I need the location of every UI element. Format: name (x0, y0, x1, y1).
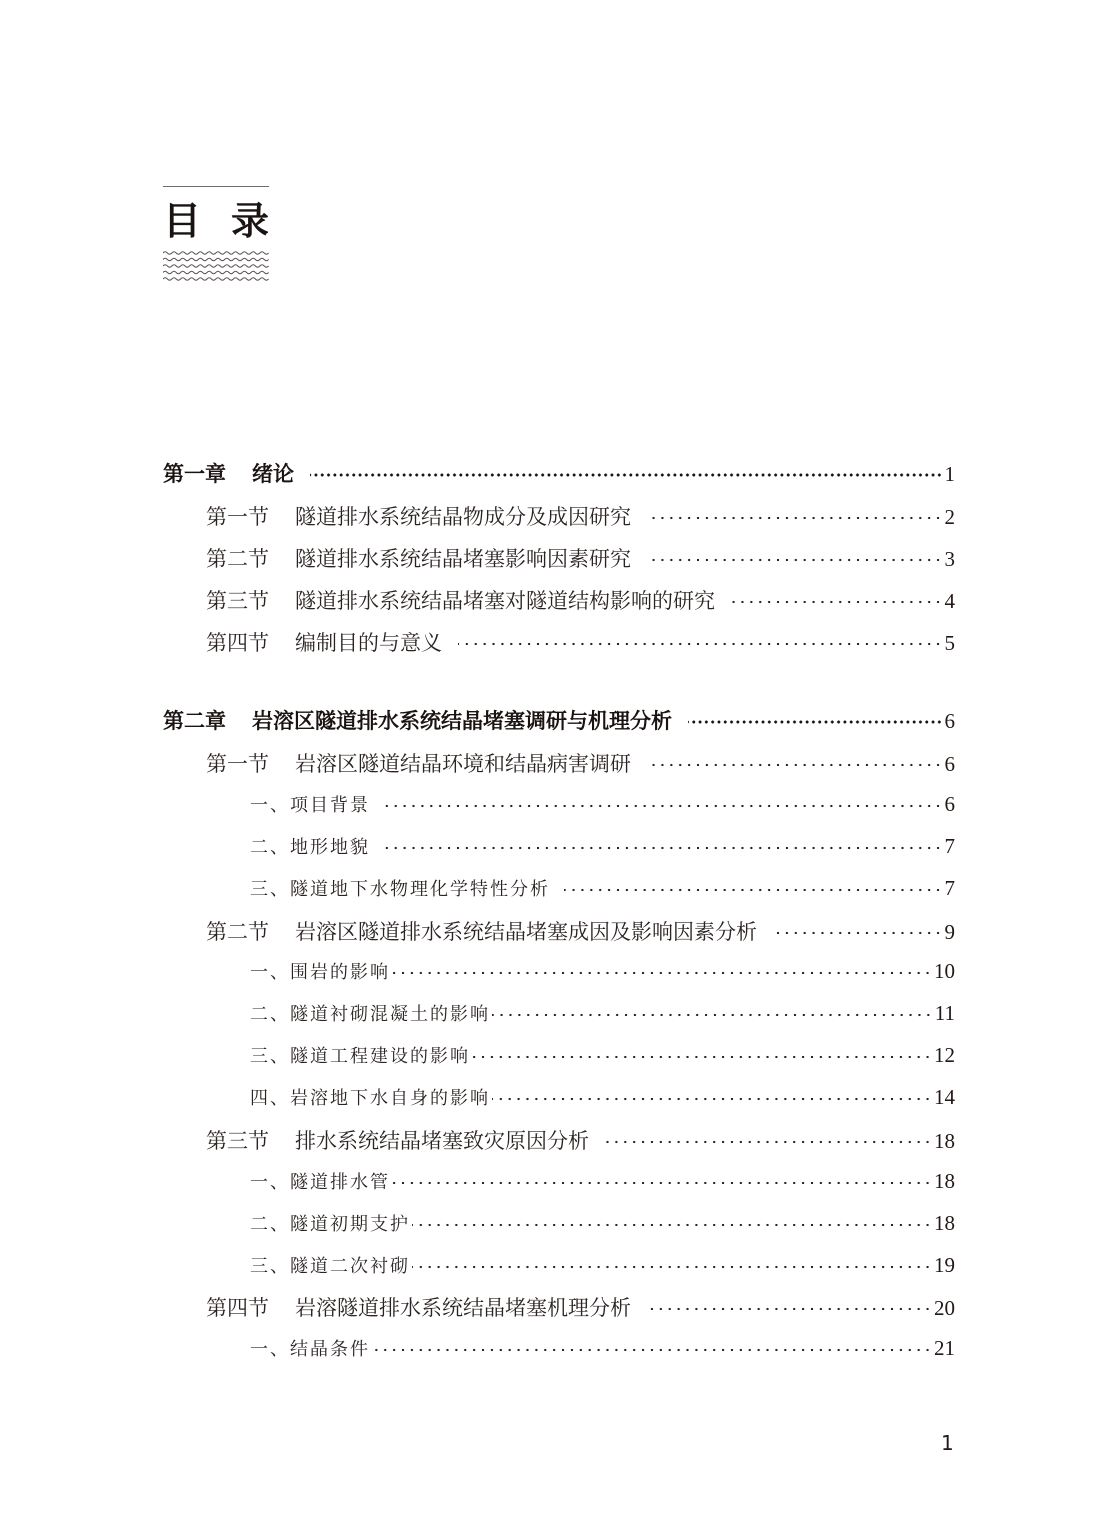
toc-entry-page: 7 (944, 876, 955, 900)
toc-entry-title: 隧道排水系统结晶堵塞对隧道结构影响的研究 (295, 589, 715, 613)
dot-leader (773, 930, 943, 936)
toc-entry-title: 编制目的与意义 (295, 631, 442, 655)
toc-entry-title: 一、结晶条件 (250, 1339, 370, 1360)
toc-entry-title: 三、隧道地下水物理化学特性分析 (250, 879, 550, 900)
dot-leader (731, 599, 943, 605)
toc-entry-item[interactable] (250, 1252, 955, 1278)
toc-entry-number: 第一章 (163, 462, 226, 486)
toc-entry-page: 7 (944, 834, 955, 858)
toc-entry-page: 6 (944, 709, 955, 733)
title-char-1: 目 (163, 199, 202, 243)
toc-entry-page: 3 (944, 547, 955, 571)
toc-entry-page: 21 (934, 1336, 955, 1360)
toc-entry-page: 18 (934, 1211, 955, 1235)
toc-entry-page: 18 (934, 1129, 955, 1153)
toc-entry-item[interactable] (250, 1042, 955, 1068)
toc-entry-number: 第四节 (206, 1296, 269, 1320)
dot-leader (472, 1054, 932, 1060)
toc-entry-number: 第二节 (206, 547, 269, 571)
dot-leader (458, 641, 943, 647)
toc-entry-page: 5 (944, 631, 955, 655)
toc-entry-title: 一、隧道排水管 (250, 1172, 390, 1193)
toc-entry-number: 第一节 (206, 752, 269, 776)
toc-entry-section[interactable] (206, 543, 955, 573)
title-top-rule (163, 186, 269, 187)
toc-entry-number: 第二章 (163, 709, 226, 733)
dot-leader (412, 1222, 932, 1228)
toc-entry-title: 隧道排水系统结晶堵塞影响因素研究 (295, 547, 631, 571)
dot-leader (647, 762, 943, 768)
toc-entry-number: 第二节 (206, 920, 269, 944)
dot-leader (564, 887, 943, 893)
toc-entry-section[interactable] (206, 1292, 955, 1322)
toc-entry-page: 9 (944, 920, 955, 944)
dot-leader (647, 1306, 932, 1312)
toc-entry-title: 绪论 (252, 462, 294, 486)
toc-entry-title: 岩溶隧道排水系统结晶堵塞机理分析 (295, 1296, 631, 1320)
toc-entry-title: 排水系统结晶堵塞致灾原因分析 (295, 1129, 589, 1153)
toc-entry-title: 岩溶区隧道排水系统结晶堵塞成因及影响因素分析 (295, 920, 757, 944)
page-title (163, 199, 269, 243)
dot-leader (492, 1096, 932, 1102)
dot-leader (605, 1139, 932, 1145)
dot-leader (688, 719, 943, 725)
toc-entry-item[interactable] (250, 1168, 955, 1194)
toc-title-block (163, 186, 269, 283)
dot-leader (492, 1012, 933, 1018)
dot-leader (412, 1264, 932, 1270)
toc-entry-page: 6 (944, 792, 955, 816)
toc-entry-item[interactable] (250, 791, 955, 817)
toc-entry-page: 14 (934, 1085, 955, 1109)
toc-entry-number: 第一节 (206, 505, 269, 529)
toc-entry-title: 岩溶区隧道结晶环境和结晶病害调研 (295, 752, 631, 776)
toc-entry-item[interactable] (250, 958, 955, 984)
toc-entry-title: 一、围岩的影响 (250, 962, 390, 983)
toc-entry-title: 四、岩溶地下水自身的影响 (250, 1088, 490, 1109)
toc-entry-page: 18 (934, 1169, 955, 1193)
toc-entry-item[interactable] (250, 875, 955, 901)
toc-entry-page: 12 (934, 1043, 955, 1067)
toc-entry-title: 二、隧道初期支护 (250, 1214, 410, 1235)
toc-entry-page: 1 (944, 462, 955, 486)
toc-entry-title: 二、隧道衬砌混凝土的影响 (250, 1004, 490, 1025)
toc-entry-title: 岩溶区隧道排水系统结晶堵塞调研与机理分析 (252, 709, 672, 733)
toc-entry-page: 2 (944, 505, 955, 529)
toc-entry-number: 第三节 (206, 589, 269, 613)
toc-entry-title: 二、地形地貌 (250, 837, 370, 858)
toc-entry-section[interactable] (206, 748, 955, 778)
toc-entry-section[interactable] (206, 627, 955, 657)
toc-entry-item[interactable] (250, 1084, 955, 1110)
toc-entry-title: 三、隧道二次衬砌 (250, 1256, 410, 1277)
dot-leader (310, 472, 943, 478)
toc-entry-title: 隧道排水系统结晶物成分及成因研究 (295, 505, 631, 529)
toc-entry-page: 10 (934, 959, 955, 983)
toc-entry-section[interactable] (206, 916, 955, 946)
dot-leader (647, 557, 943, 563)
dot-leader (384, 845, 943, 851)
toc-entry-section[interactable] (206, 501, 955, 531)
dot-leader (392, 1180, 932, 1186)
toc-entry-item[interactable] (250, 833, 955, 859)
toc-entry-page: 19 (934, 1253, 955, 1277)
toc-entry-page: 4 (944, 589, 955, 613)
toc-entry-number: 第三节 (206, 1129, 269, 1153)
toc-entry-section[interactable] (206, 585, 955, 615)
toc-entry-page: 6 (944, 752, 955, 776)
toc-entry-title: 三、隧道工程建设的影响 (250, 1046, 470, 1067)
toc-entry-page: 20 (934, 1296, 955, 1320)
toc-entry-item[interactable] (250, 1210, 955, 1236)
page-number: 1 (941, 1431, 954, 1455)
toc-entry-title: 一、项目背景 (250, 795, 370, 816)
dot-leader (392, 970, 932, 976)
toc-entry-page: 11 (934, 1001, 955, 1025)
dot-leader (384, 803, 943, 809)
toc-entry-chapter[interactable] (163, 705, 955, 735)
toc-entry-item[interactable] (250, 1335, 955, 1361)
dot-leader (372, 1347, 932, 1353)
toc-entry-number: 第四节 (206, 631, 269, 655)
toc-entry-chapter[interactable] (163, 458, 955, 488)
dot-leader (647, 515, 943, 521)
toc-entry-item[interactable] (250, 1000, 955, 1026)
wave-decoration-icon (163, 249, 269, 283)
title-char-2: 录 (230, 199, 269, 243)
toc-entry-section[interactable] (206, 1125, 955, 1155)
